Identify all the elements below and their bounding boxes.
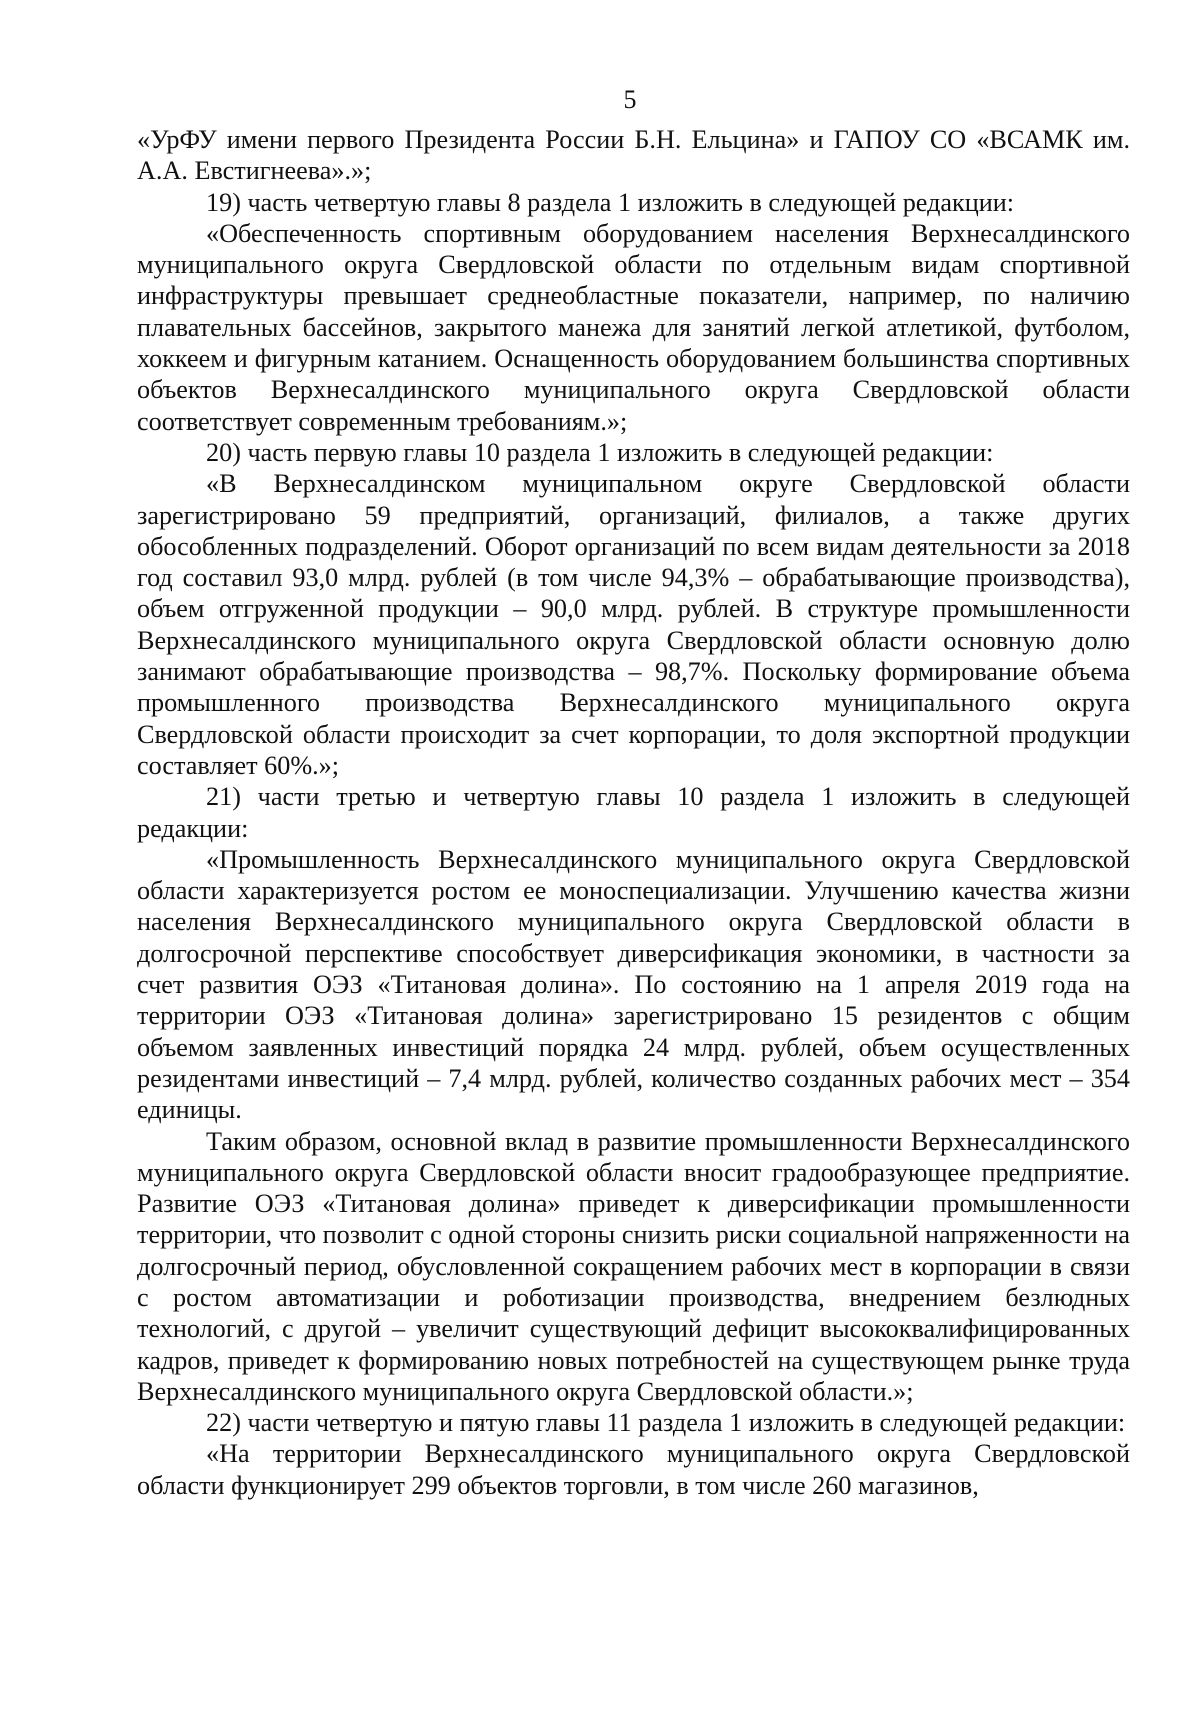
paragraph-1: «УрФУ имени первого Президента России Б.Н. Ельцина» и ГАПОУ СО «ВСАМК им. А.А. Евстигнеева».»; [137,125,1130,186]
paragraph-item-20: 20) часть первую главы 10 раздела 1 изложить в следующей редакции: [206,437,994,467]
paragraph-item-19: 19) часть четвертую главы 8 раздела 1 изложить в следующей редакции: [206,187,1015,217]
paragraph-sports-equipment: «Обеспеченность спортивным оборудованием населения Верхнесалдинского муниципального округа Свердловской области по отдельным видам спортивной инфраструктуры превышает среднеобластные показатели, например, по наличию плавательных бассейнов, закрытого манежа для занятий легкой атлетикой, футболом, хоккеем и фигурным катанием. Оснащенность оборудованием большинства спортивных объектов Верхнесалдинского муниципального округа Свердловской области соответствует современным требованиям.»; [137,218,1130,436]
paragraph-enterprises: «В Верхнесалдинском муниципальном округе Свердловской области зарегистрировано 59 предприятий, организаций, филиалов, а также других обособленных подразделений. Оборот организаций по всем видам деятельности за 2018 год составил 93,0 млрд. рублей (в том числе 94,3% – обрабатывающие производства), объем отгруженной продукции – 90,0 млрд. рублей. В структуре промышленности Верхнесалдинского муниципального округа Свердловской области основную долю занимают обрабатывающие производства – 98,7%. Поскольку формирование объема промышленного производства Верхнесалдинского муниципального округа Свердловской области происходит за счет корпорации, то доля экспортной продукции составляет 60%.»; [137,469,1130,780]
paragraph-trade: «На территории Верхнесалдинского муниципального округа Свердловской области функционирует 299 объектов торговли, в том числе 260 магазинов, [137,1439,1130,1500]
paragraph-conclusion: Таким образом, основной вклад в развитие промышленности Верхнесалдинского муниципального округа Свердловской области вносит градообразующее предприятие. Развитие ОЭЗ «Титановая долина» приведет к диверсификации промышленности территории, что позволит с одной стороны снизить риски социальной напряженности на долгосрочный период, обусловленной сокращением рабочих мест в корпорации в связи с ростом автоматизации и роботизации производства, внедрением безлюдных технологий, с другой – увеличит существующий дефицит высококвалифицированных кадров, приведет к формированию новых потребностей на существующем рынке труда Верхнесалдинского муниципального округа Свердловской области.»; [137,1126,1130,1406]
document-body [137,124,1130,1501]
page-number: 5 [623,85,637,114]
paragraph-item-21: 21) части третью и четвертую главы 10 раздела 1 изложить в следующей редакции: [137,782,1130,843]
paragraph-industry: «Промышленность Верхнесалдинского муниципального округа Свердловской области характеризуется ростом ее моноспециализации. Улучшению качества жизни населения Верхнесалдинского муниципального округа Свердловской области в долгосрочной перспективе способствует диверсификация экономики, в частности за счет развития ОЭЗ «Титановая долина». По состоянию на 1 апреля 2019 года на территории ОЭЗ «Титановая долина» зарегистрировано 15 резидентов с общим объемом заявленных инвестиций порядка 24 млрд. рублей, объем осуществленных резидентами инвестиций – 7,4 млрд. рублей, количество созданных рабочих мест – 354 единицы. [137,844,1130,1125]
paragraph-item-22: 22) части четвертую и пятую главы 11 раздела 1 изложить в следующей редакции: [206,1408,1126,1438]
